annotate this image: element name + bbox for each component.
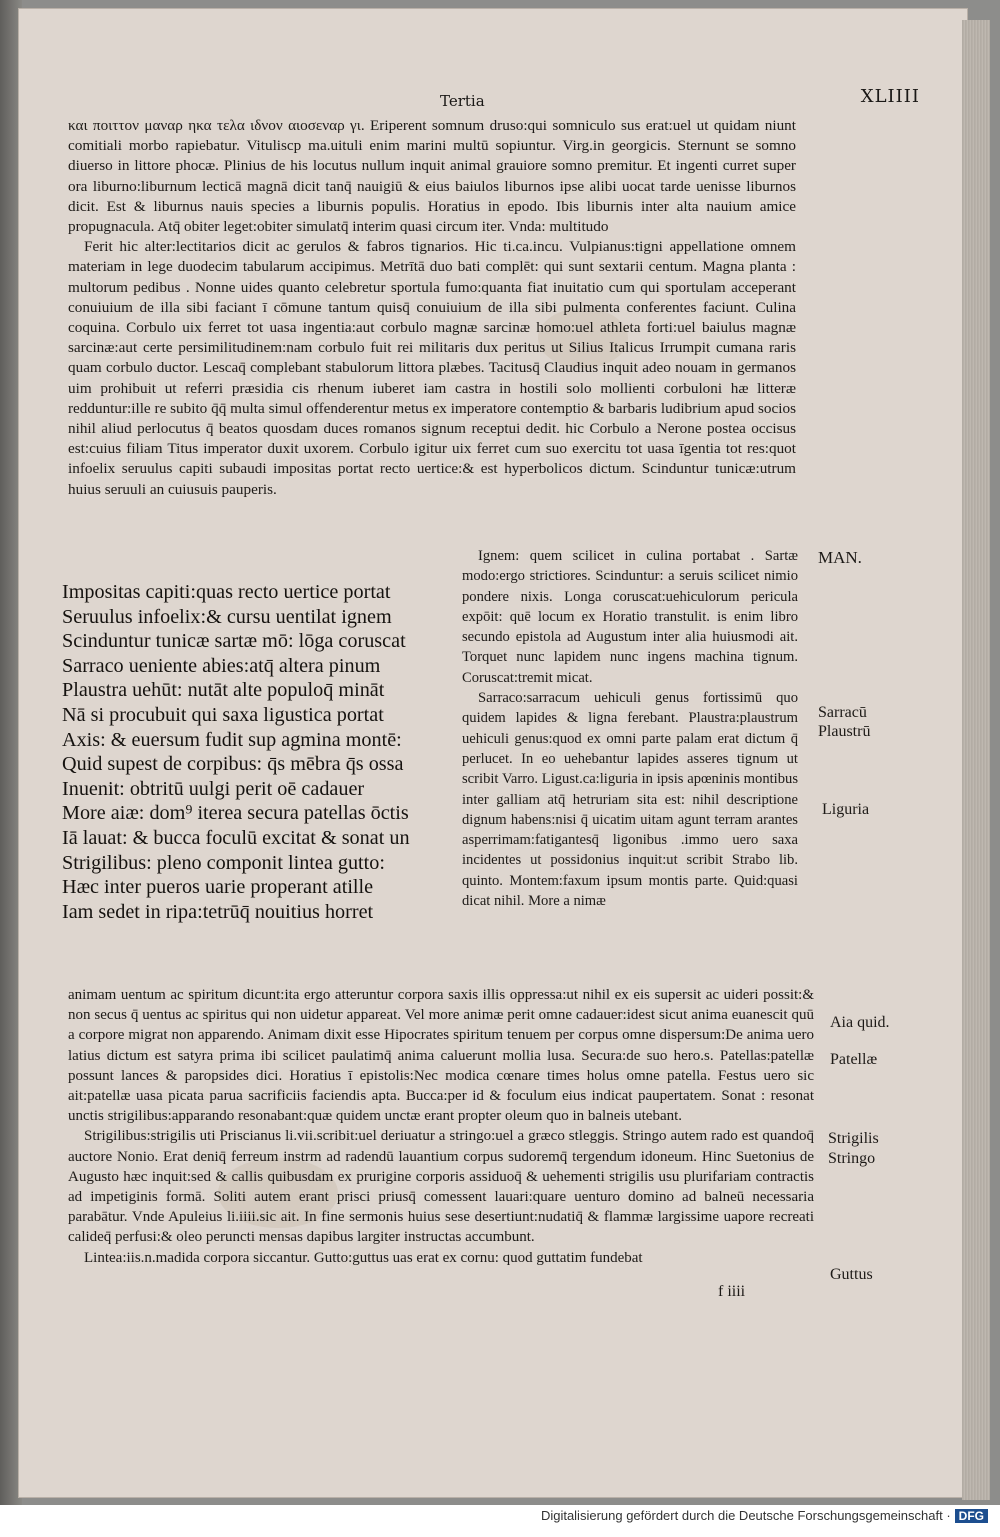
- verse-line: Plaustra uehūt: nutāt alte populoq̄ mināt: [62, 679, 385, 702]
- marginal-note-stringo: Stringo: [828, 1150, 876, 1167]
- marginal-note-man: MAN.: [818, 548, 862, 567]
- verse-line: Sarraco ueniente abies:atq̄ altera pinum: [62, 654, 381, 677]
- footer-credit-text: Digitalisierung gefördert durch die Deutsche Forschungsgemeinschaft ·: [540, 1508, 951, 1523]
- commentary-paragraph: Ferit hic alter:lectitarios dicit ac gerulos & fabros tignarios. Hic ti.ca.incu. Vulpianus:tigni appellatione omnem materiam in lege duodecim tabularum accipimus. Metrītā duo bati complēt: qui sunt sextarii centum. Magna planta : multorum pedibus . Nonne uides quanto celebretur sportula fumo:quanta fiat inuitatio cum qui sportulam acceperant conuiuium de illa sibi faciant ī cōmune tantum quisq̄ conuiuium de illa sibi pulmenta conferentes faciunt. Culina coquina. Corbulo uix ferret tot uasa ingentia:aut corbulo magnæ sarcinæ homo:uel athleta forti:uel baiulus magnæ sarcinæ:aut certe persimilitudinem:nam corbulo fuit rei militaris dux peritus ut Silius Italicus Irrumpit cumana raris quam corbulo ductor. Lescaq̄ complebant stabulorum littora plæbes. Tacitusq̄ Claudius inquit adeo nouam in germanos uim prohibuit ut referri præsidia cis rhenum iuberet iam castra in hostili solo mollienti corbuloni hæ litteræ redduntur:ille re subito q̄q̄ multa simul offenderentur metus ex imperatore contemptio & barbaris ludibrium apud socios nihil aliud perlocutus q̄ beatos quosdam duces romanos signum receptui dedit. hic Corbulo a Nerone postea occisus est:cuius filiam Titus imperator duxit uxorem. Corbulo igitur uix ferret cum suo exercitu tot uasa īgentia tot res:quot infoelix seruulus capiti subaudi impositas portat recto uertice:& est hyperbolicos dictum. Scinduntur tunicæ:utrum huius seruuli an cuiusuis pauperis.: [68, 238, 796, 498]
- commentary-paragraph: Sarraco:sarracum uehiculi genus fortissimū quo quidem lapides & ligna ferebant. Plaustra:plaustrum uehiculi genus:quod ex omni parte palam erat dictum q̄ perlucet. In eo uehebantur lapides asseres tignum ut scribit Varro. Ligust.ca:liguria in ipsis apœninis montibus inter galliam atq̄ hetruriam sita est: nihil descriptione dignum habens:nisi q̄ uicatim uitam agunt terram arantes asperrimam:fatigantesq̄ ligonibus .immo uero saxa incidentes ut possidonius inquit:ut scribit Strabo lib. quinto. Montem:faxum ipsum montis parte. Quid:quasi dicat nihil. More a nimæ: [462, 690, 798, 910]
- commentary-paragraph: Ignem: quem scilicet in culina portabat . Sartæ modo:ergo strictiores. Scinduntur: a seruis scilicet nimio pondere nixis. Longa coruscat:uehiculorum pericula expōit: quē locum ex Horatio transtulit. is enim libro secundo epistola ad Augustum inter alia huiusmodi ait. Torquet nunc lapidem nunc ingens machina tignum. Coruscat:tremit micat.: [462, 548, 798, 686]
- page-edges: [962, 20, 990, 1500]
- marginal-note-strigilis: Strigilis: [828, 1130, 879, 1147]
- verse-line: Quid supest de corpibus: q̄s mēbra q̄s ossa: [62, 753, 404, 776]
- verse-line: Strigilibus: pleno componit lintea gutto:: [62, 851, 385, 874]
- marginal-note-liguria: Liguria: [822, 801, 870, 818]
- verse-line: More aiæ: dom⁹ iterea secura patellas ōctis: [62, 802, 409, 825]
- verse-line: Nā si procubuit qui saxa ligustica portat: [62, 703, 384, 726]
- marginal-note-guttus: Guttus: [830, 1266, 873, 1283]
- verse-block: [62, 580, 462, 924]
- verse-line: Axis: & euersum fudit sup agmina montē:: [62, 728, 402, 751]
- commentary-paragraph: Strigilibus:strigilis uti Priscianus li.vii.scribit:uel deriuatur a stringo:uel a græco stleggis. Stringo autem rado est quandoq̄ auctore Nonio. Erat deniq̄ ferreum instrm ad radendū lauantium corpus sudoremq̄ tergendum idoneum. Hinc Suetonius de Augusto hæc inquit:sed & callis quibusdam ex prurigine corporis assiduoq̄ & uehementi strigilis usu plurifariam contractis ad impetiginis formā. Soliti autem erant prisci priusq̄ comessent lauari:quare uenturo domino ad balneū necessaria parabātur. Vnde Apuleius li.iiii.sic ait. In fine sermonis huius sese desertiunt:nudatiq̄ & flammæ largissime uapore recreati calideq̄ perfusi:& oleo peruncti mensas dapibus largiter instructas accumbunt.: [68, 1128, 814, 1246]
- commentary-top: [68, 116, 796, 500]
- marginal-note-anima: Aia quid.: [830, 1014, 890, 1031]
- verse-line: Impositas capiti:quas recto uertice portat: [62, 581, 391, 603]
- marginal-note-sarracum: Sarracū: [818, 704, 867, 721]
- section-title: Tertia: [440, 92, 485, 110]
- marginal-note-plaustrum: Plaustrū: [818, 723, 871, 740]
- verse-line: Scinduntur tunicæ sartæ mō: lōga coruscat: [62, 630, 406, 653]
- verse-line: Inuenit: obtritū uulgi perit oē cadauer: [62, 777, 365, 800]
- commentary-paragraph: animam uentum ac spiritum dicunt:ita ergo atteruntur corpora saxis illis oppressa:ut nihil ex eis supersit ac uideri possit:& non secus q̄ uentus ac spiritus qui non uidetur appareat. Vel more animæ perit omne cadauer:idest sicut anima euanescit quū a corpore migrat non apparendo. Animam dixit esse Hipocrates spiritum tenuem per corpus omne dispersum:De anima uero latius dictum est satyra prima ibi scilicet paulatimq̄ anima caluerunt mollia lusa. Secura:de suo hero.s. Patellas:patellæ possunt lances & paropsides dici. Horatius ī epistolis:Nec modica cœnare times holus omne patella. Festus uero sic ait:patellæ uasa picata parua sacrificiis faciendis apta. Bucca:per id & foculum eius indicat paupertatem. Sonat : resonat unctis strigilibus:apparando resonabant:quæ quidem unctæ erant propter oleum quo in balneis utebant.: [68, 987, 814, 1125]
- verse-line: Iam sedet in ripa:tetrūq̄ nouitius horret: [62, 900, 374, 923]
- commentary-bottom: [68, 985, 814, 1268]
- verse-line: Hæc inter pueros uarie properant atille: [62, 876, 374, 899]
- commentary-paragraph: Lintea:iis.n.madida corpora siccantur. Gutto:guttus uas erat ex cornu: quod guttatim fundebat: [84, 1249, 643, 1266]
- verse-line: Seruulus infoelix:& cursu uentilat ignem: [62, 605, 392, 628]
- commentary-right: [462, 546, 798, 911]
- running-head: [400, 86, 920, 118]
- signature-mark: f iiii: [718, 1283, 746, 1300]
- verse-line: Iā lauat: & bucca foculū excitat & sonat un: [62, 826, 410, 849]
- marginal-note-patellae: Patellæ: [830, 1051, 878, 1068]
- footer-credit: [541, 1508, 988, 1523]
- dfg-logo: DFG: [955, 1509, 988, 1523]
- commentary-paragraph: και ποιττον μαναρ ηκα τελα ιδνον αιοσεναρ γι. Eriperent somnum druso:qui somniculo sus erat:uel ut quidam niunt comitiali morbo rapiebatur. Vituliscp ma.uituli enim marini multū sopiuntur. Virg.in georgicis. Sternunt se somno diuerso in littore phocæ. Plinius de his locutus nullum inquit animal grauiore somno premitur. Et ingenti curret super ora liburno:liburnum lecticā magnā dicit tanq̄ nauigiū & eius baiulos liburnos ipse alibi uocat tarde uenisse liburnos dicit. Est & liburnus nauis species a liburnis populis. Horatius in epodo. Ibis liburnis inter alta nauium amice propugnacula. Atq̄ obiter leget:obiter simulatq̄ interim quasi circum iter. Vnda: multitudo: [68, 117, 796, 236]
- folio-number: XLIIII: [860, 86, 920, 107]
